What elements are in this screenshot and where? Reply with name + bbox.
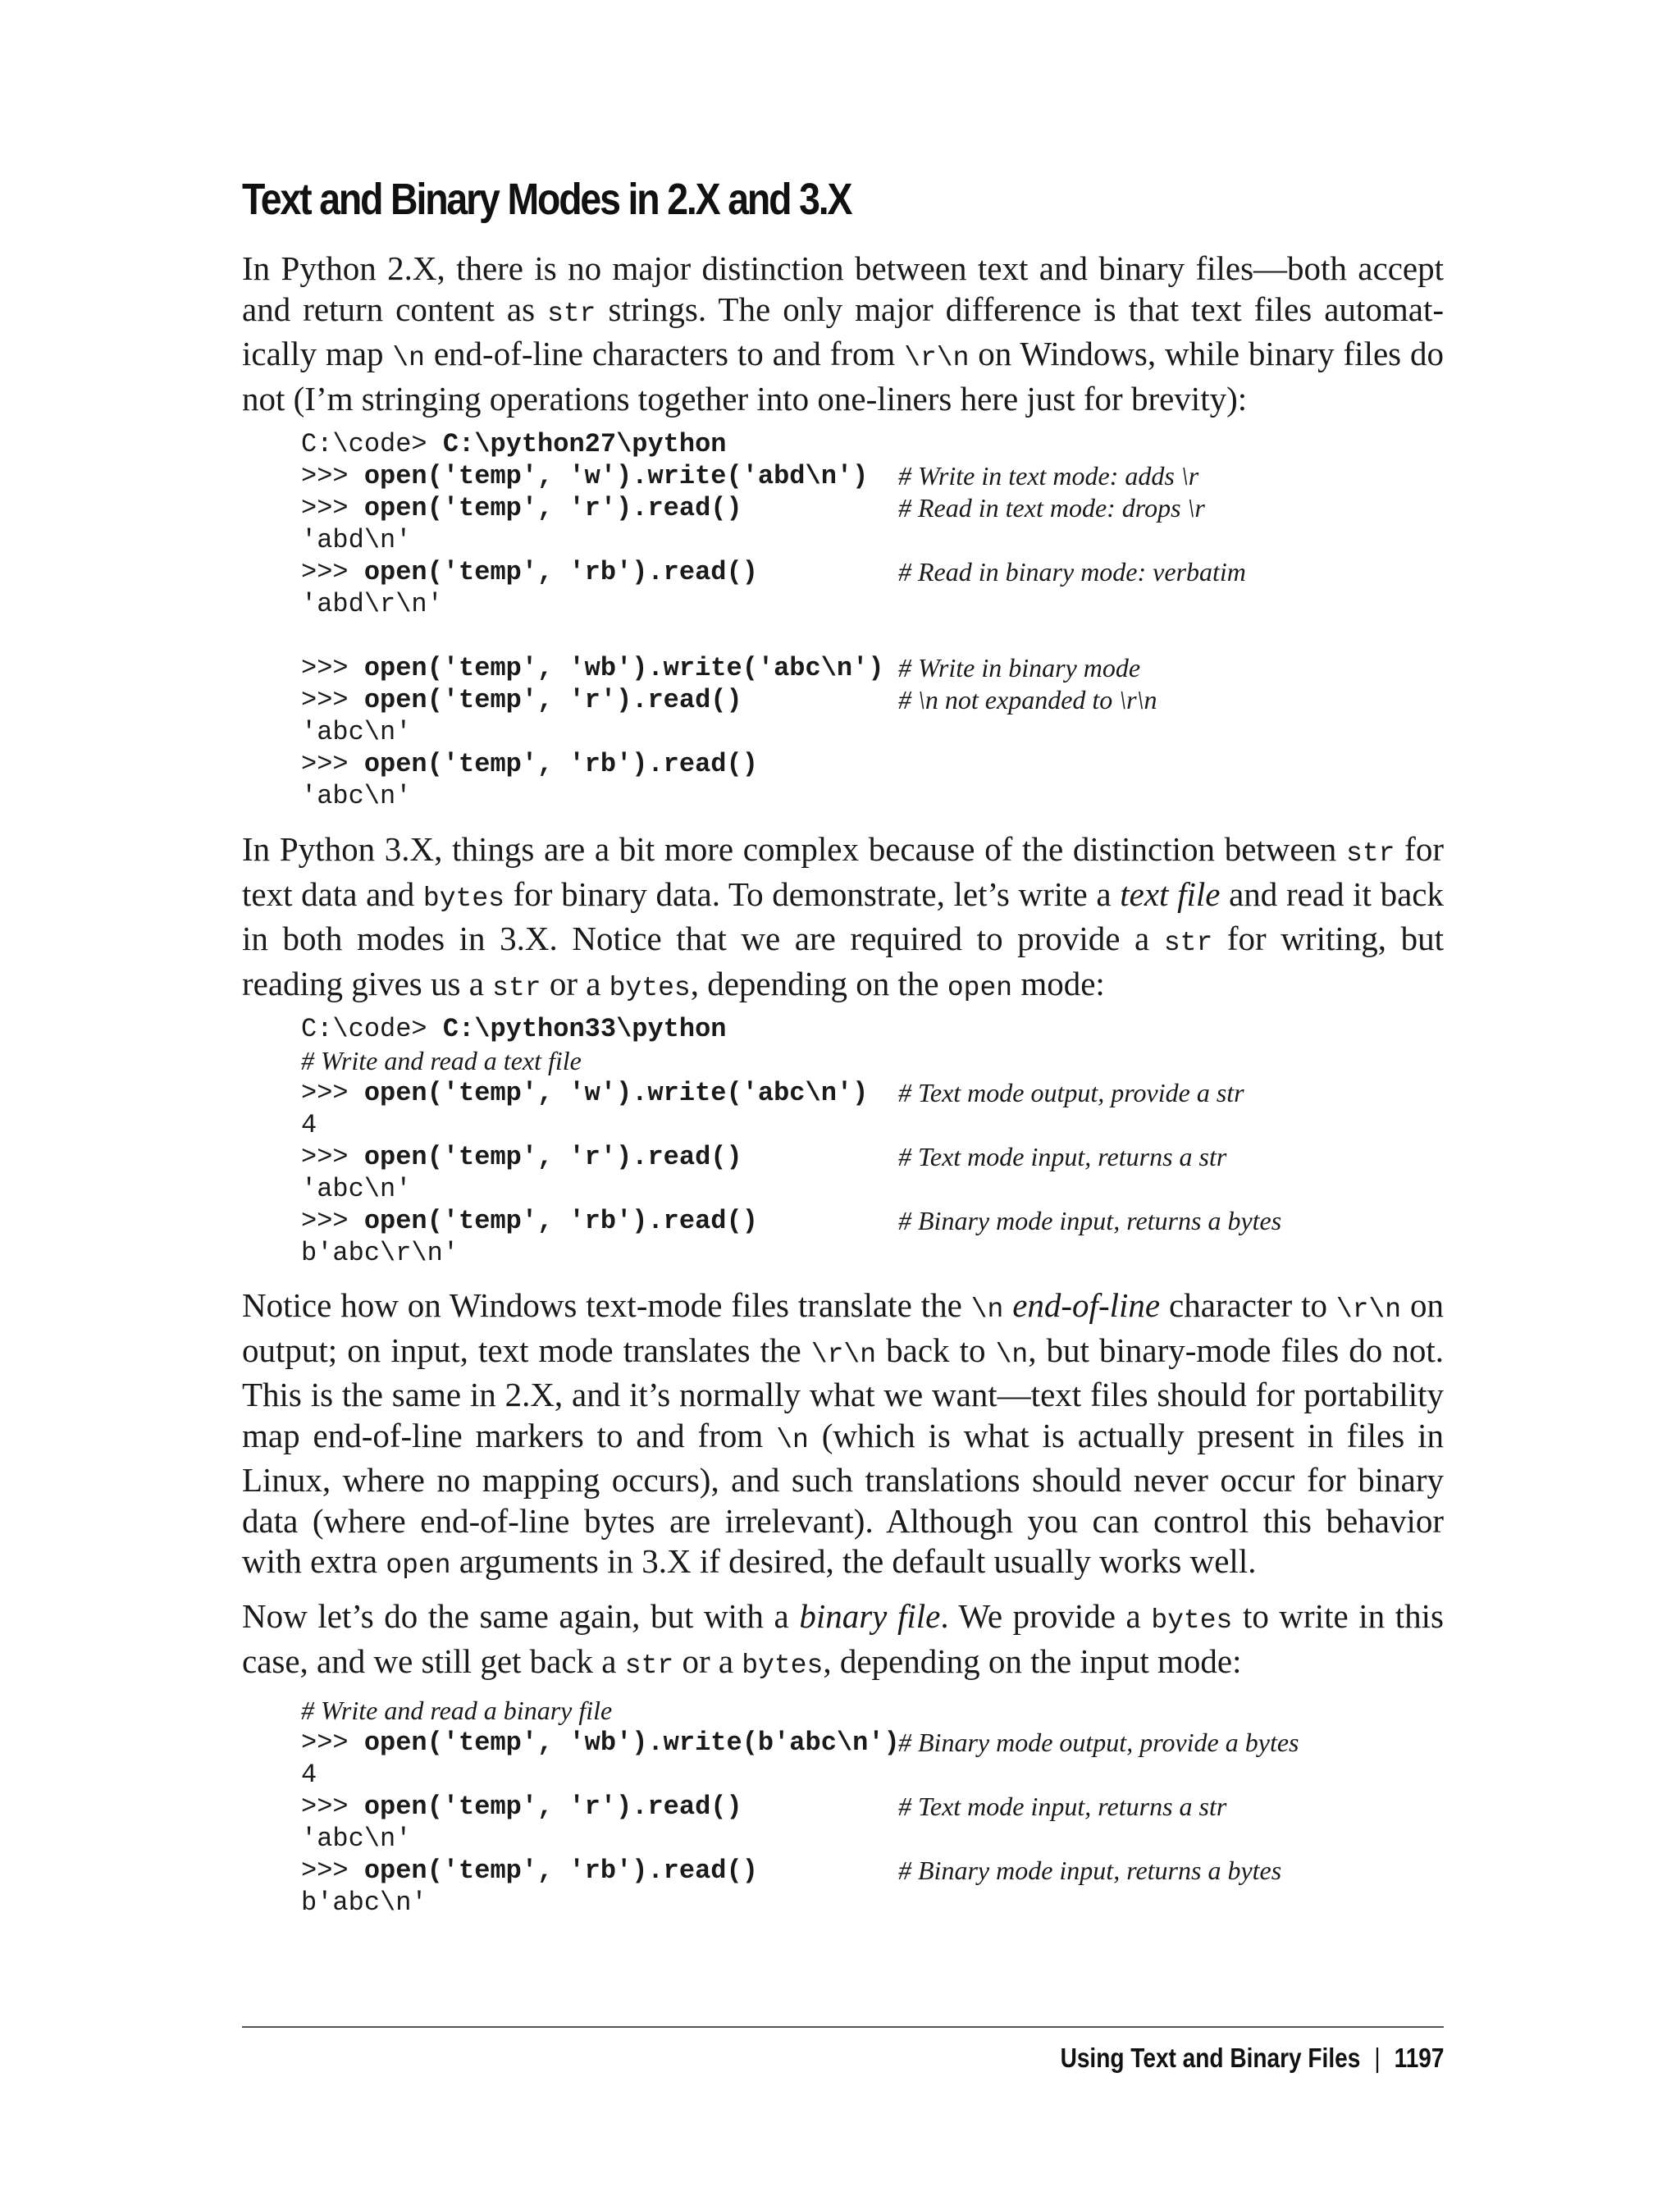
code-output: 'abd\n' — [301, 525, 412, 555]
code-line — [301, 1727, 1449, 1759]
inline-code: str — [1163, 928, 1213, 958]
code-line — [301, 684, 1449, 716]
prompt: >>> — [301, 1142, 364, 1172]
code-line — [301, 460, 1449, 492]
prompt: >>> — [301, 749, 364, 779]
prompt: >>> — [301, 557, 364, 587]
prompt: C:\code> — [301, 429, 443, 459]
code-comment: # Read in text mode: drops \r — [898, 493, 1205, 523]
code-comment: # Write and read a text file — [301, 1046, 582, 1075]
text-run: Notice how on Windows text-mode files translate the — [242, 1286, 971, 1324]
inline-code: bytes — [609, 972, 691, 1003]
code-comment: # Text mode output, provide a str — [898, 1078, 1244, 1107]
footer-rule — [242, 2026, 1444, 2028]
code-comment: # \n not expanded to \r\n — [898, 685, 1157, 714]
code-output: b'abc\r\n' — [301, 1238, 459, 1268]
code-block-python33 — [301, 1013, 1449, 1269]
text-run: for writing, but reading gives us a — [242, 920, 1445, 1002]
emphasis: text file — [1120, 874, 1221, 913]
code-comment: # Binary mode input, returns a bytes — [898, 1856, 1282, 1885]
code-line — [301, 1205, 1449, 1237]
text-run: for text data and — [242, 830, 1444, 913]
code-line — [301, 556, 1449, 588]
code-output: 4 — [301, 1760, 317, 1790]
command: open('temp', 'wb').write(b'abc\n') — [363, 1728, 900, 1758]
command: open('temp', 'r').read() — [363, 685, 742, 715]
prompt: >>> — [301, 1792, 364, 1822]
inline-code: open — [947, 972, 1013, 1003]
inline-code: str — [547, 298, 596, 329]
paragraph-3 — [242, 1285, 1444, 1586]
prompt: >>> — [301, 461, 364, 491]
code-line — [301, 1855, 1449, 1887]
text-run: In Python 3.X, things are a bit more complex because of the distinction between — [242, 830, 1347, 868]
code-line — [301, 1013, 1449, 1045]
code-comment: # Text mode input, returns a str — [898, 1792, 1227, 1821]
inline-code: bytes — [1151, 1605, 1233, 1636]
prompt: >>> — [301, 653, 364, 683]
code-line — [301, 492, 1449, 524]
text-run: . We provide a — [940, 1597, 1152, 1635]
command: open('temp', 'r').read() — [363, 493, 742, 523]
text-run: , depending on the input mode: — [823, 1641, 1242, 1680]
code-block-binary-file — [301, 1695, 1449, 1919]
code-block-python27 — [301, 428, 1449, 812]
text-run: In Python 2.X, there is no major distinction between text and binary files—both accept and return content as — [242, 249, 1444, 328]
code-output: 4 — [301, 1110, 317, 1140]
code-output: 'abc\n' — [301, 1824, 412, 1854]
text-run: Now let’s do the same again, but with a — [242, 1597, 800, 1635]
inline-code: \r\n — [810, 1339, 877, 1370]
paragraph-1 — [242, 249, 1444, 419]
prompt: >>> — [301, 1856, 364, 1886]
command: open('temp', 'w').write('abd\n') — [363, 461, 869, 491]
code-output: b'abc\n' — [301, 1888, 427, 1918]
text-run: (which is what is actually present in files in Linux, where no mapping occurs), and such translations should never occur for binary data (where end-of-line bytes are irrelevant). Although you can control this behavior with extra — [242, 1416, 1445, 1580]
command: open('temp', 'wb').write('abc\n') — [363, 653, 884, 683]
command: open('temp', 'rb').read() — [363, 749, 758, 779]
code-line — [301, 428, 1449, 460]
text-run: , depending on the — [690, 964, 947, 1002]
command: open('temp', 'w').write('abc\n') — [363, 1078, 869, 1108]
command: open('temp', 'r').read() — [363, 1792, 742, 1822]
inline-code: \r\n — [904, 343, 970, 373]
code-line — [301, 1791, 1449, 1823]
code-output: 'abc\n' — [301, 1174, 412, 1204]
text-run: end-of-line characters to and from — [424, 335, 905, 372]
emphasis: end-of-line — [1012, 1286, 1161, 1324]
command: C:\python27\python — [442, 429, 727, 459]
inline-code: str — [1346, 838, 1395, 869]
inline-code: bytes — [422, 883, 504, 914]
command: C:\python33\python — [442, 1014, 727, 1044]
prompt: C:\code> — [301, 1014, 443, 1044]
command: open('temp', 'rb').read() — [363, 557, 758, 587]
code-comment: # Write in binary mode — [898, 653, 1141, 682]
text-run: strings. The only major difference is that text files automatically map — [242, 290, 1444, 372]
code-comment: # Read in binary mode: verbatim — [898, 557, 1246, 587]
prompt: >>> — [301, 1206, 364, 1236]
text-run: or a — [673, 1641, 742, 1680]
code-line — [301, 1695, 1449, 1727]
code-comment: # Write in text mode: adds \r — [898, 461, 1199, 491]
paragraph-2 — [242, 829, 1444, 1008]
code-line — [301, 1077, 1449, 1109]
code-comment: # Write and read a binary file — [301, 1696, 613, 1725]
text-run: mode: — [1012, 964, 1105, 1002]
text-run: , but binary-mode files do not. This is the same in 2.X, and it’s normally what we want—text files should for portability map end-of-line markers to and from — [242, 1331, 1444, 1454]
code-line — [301, 1141, 1449, 1173]
inline-code: \n — [776, 1424, 809, 1455]
prompt: >>> — [301, 1728, 364, 1758]
section-heading: Text and Binary Modes in 2.X and 3.X — [242, 175, 851, 224]
blank-line — [301, 620, 1449, 652]
text-run: on Windows, while binary files do not (I’m stringing operations together into one-liners here just for brevity): — [242, 335, 1444, 418]
inline-code: str — [492, 972, 541, 1003]
inline-code: \n — [392, 343, 425, 373]
prompt: >>> — [301, 1078, 364, 1108]
code-comment: # Binary mode input, returns a bytes — [898, 1206, 1282, 1235]
page-number: 1197 — [1394, 2043, 1444, 2073]
text-run: to write in this case, and we still get back a — [242, 1597, 1445, 1680]
inline-code: bytes — [742, 1650, 824, 1681]
code-line — [301, 652, 1449, 684]
footer-section-title: Using Text and Binary Files — [1060, 2043, 1360, 2073]
code-output: 'abc\n' — [301, 717, 412, 747]
inline-code: str — [624, 1650, 674, 1681]
prompt: >>> — [301, 493, 364, 523]
text-run: on output; on input, text mode translates the — [242, 1286, 1445, 1369]
paragraph-4 — [242, 1596, 1444, 1686]
command: open('temp', 'rb').read() — [363, 1856, 758, 1886]
code-comment: # Binary mode output, provide a bytes — [898, 1728, 1299, 1757]
inline-code: open — [386, 1550, 451, 1581]
command: open('temp', 'r').read() — [363, 1142, 742, 1172]
text-run: back to — [876, 1331, 996, 1369]
text-run: and read it back in both modes in 3.X. Notice that we are required to provide a — [242, 874, 1444, 957]
prompt: >>> — [301, 685, 364, 715]
page-footer — [1060, 2043, 1444, 2074]
code-output: 'abd\r\n' — [301, 589, 443, 619]
code-line — [301, 1045, 1449, 1077]
text-run: for binary data. To demonstrate, let’s write a — [504, 874, 1121, 913]
book-page — [242, 0, 1444, 2205]
code-line — [301, 748, 1449, 780]
emphasis: binary file — [799, 1597, 941, 1635]
text-run: or a — [541, 964, 609, 1002]
inline-code: \r\n — [1335, 1294, 1402, 1325]
command: open('temp', 'rb').read() — [363, 1206, 758, 1236]
inline-code: \n — [970, 1294, 1004, 1325]
inline-code: \n — [995, 1339, 1029, 1370]
text-run: arguments in 3.X if desired, the default usually works well. — [450, 1542, 1257, 1580]
code-comment: # Text mode input, returns a str — [898, 1142, 1227, 1171]
text-run — [1003, 1286, 1012, 1324]
text-run: character to — [1160, 1286, 1336, 1324]
code-output: 'abc\n' — [301, 781, 412, 811]
footer-separator: | — [1373, 2043, 1381, 2073]
